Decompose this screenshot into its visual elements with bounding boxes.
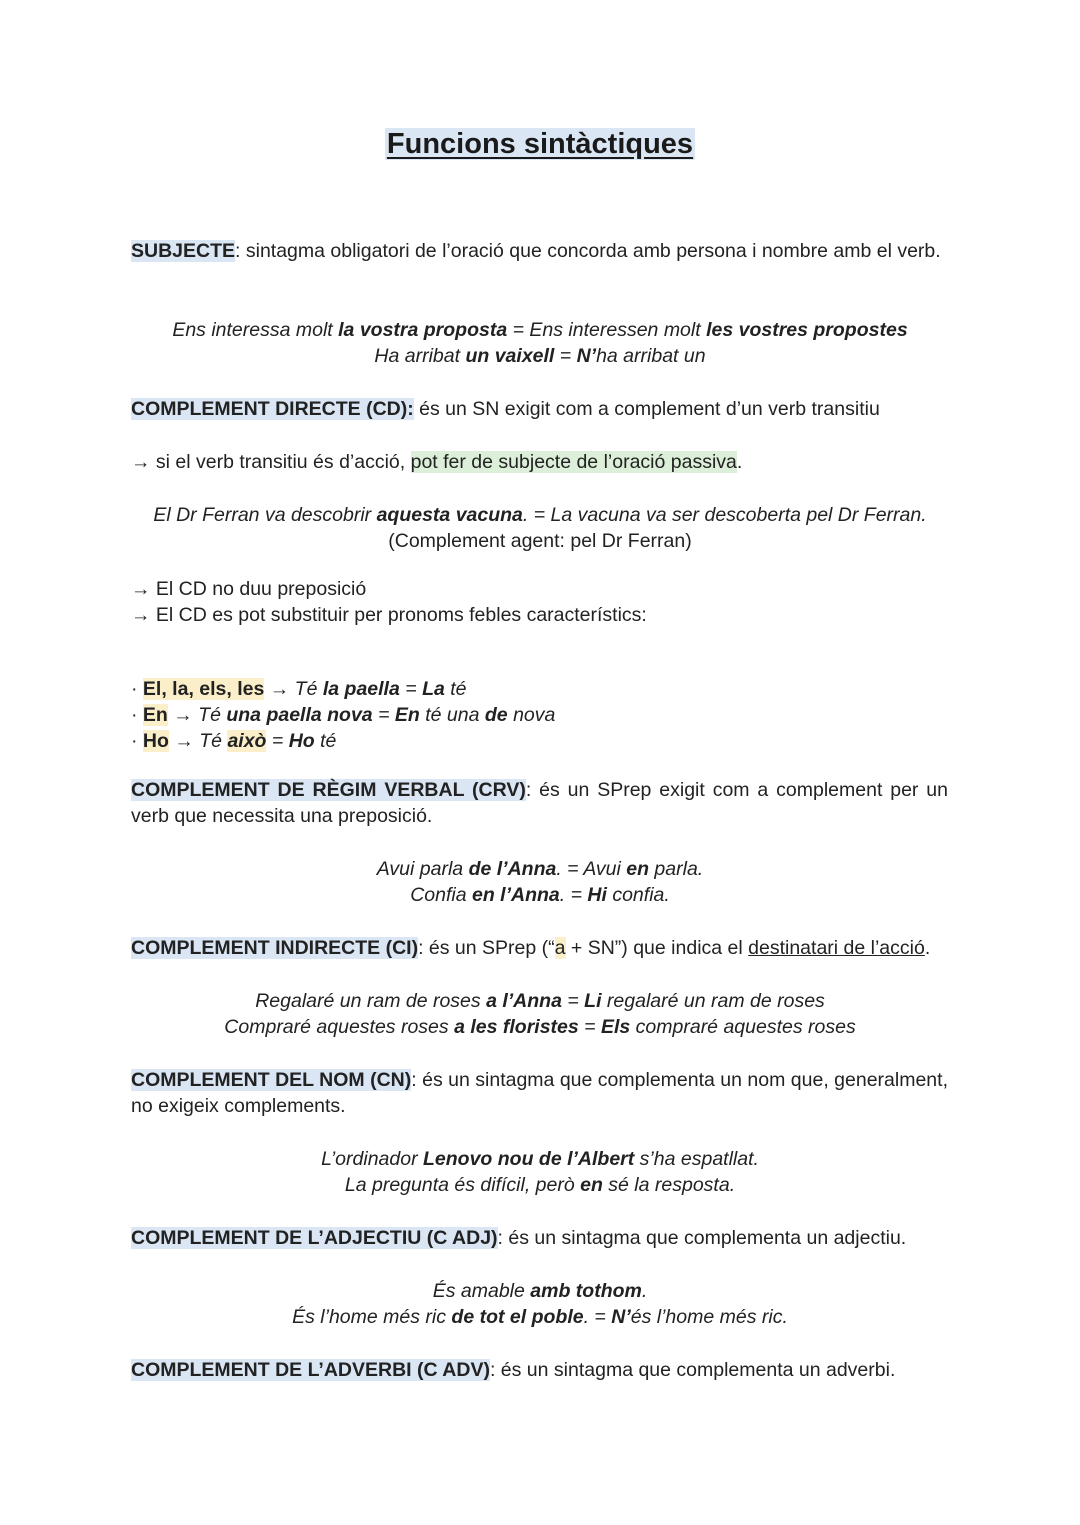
cd-example-1: El Dr Ferran va descobrir aquesta vacuna. = La vacuna va ser descoberta pel Dr Ferran. [153,504,927,526]
cd-bullet-el-la: · El, la, els, les → Té la paella = La té [131,678,467,700]
cadj-definition: COMPLEMENT DE L’ADJECTIU (C ADJ): és un sintagma que complementa un adjectiu. [131,1227,907,1249]
ci-example-2: Compraré aquestes roses a les floristes = Els compraré aquestes roses [224,1016,856,1038]
cadv-definition: COMPLEMENT DE L’ADVERBI (C ADV): és un sintagma que complementa un adverbi. [131,1359,896,1381]
cadj-example-2: És l’home més ric de tot el poble. = N’és l’home més ric. [292,1306,788,1328]
subjecte-label: SUBJECTE [131,240,236,262]
ci-example-1: Regalaré un ram de roses a l’Anna = Li regalaré un ram de roses [255,990,825,1012]
cn-example-1: L’ordinador Lenovo nou de l’Albert s’ha espatllat. [321,1148,759,1170]
ci-definition: COMPLEMENT INDIRECTE (CI): és un SPrep (“a + SN”) que indica el destinatari de l’acció. [131,937,931,959]
subjecte-example-2: Ha arribat un vaixell = N’ha arribat un [374,345,706,367]
cd-note-preposition: → El CD no duu preposició [131,578,367,600]
cadv-label: COMPLEMENT DE L’ADVERBI (C ADV) [131,1359,490,1381]
crv-example-2: Confia en l’Anna. = Hi confia. [410,884,670,906]
cn-label: COMPLEMENT DEL NOM (CN) [131,1069,412,1091]
cadj-label: COMPLEMENT DE L’ADJECTIU (C ADJ) [131,1227,498,1249]
cd-bullet-en: · En → Té una paella nova = En té una de nova [131,704,556,726]
cd-definition: COMPLEMENT DIRECTE (CD): és un SN exigit com a complement d’un verb transitiu [131,398,880,420]
cd-note-pronouns: → El CD es pot substituir per pronoms febles característics: [131,604,647,626]
ci-label: COMPLEMENT INDIRECTE (CI) [131,937,419,959]
crv-definition: COMPLEMENT DE RÈGIM VERBAL (CRV): és un SPrep exigit com a complement per un verb que necessita una preposició. [131,779,949,827]
cd-example-agent: (Complement agent: pel Dr Ferran) [388,530,692,552]
cn-example-2: La pregunta és difícil, però en sé la resposta. [344,1174,736,1196]
cn-definition: COMPLEMENT DEL NOM (CN): és un sintagma que complementa un nom que, generalment, no exigeix complements. [131,1069,948,1117]
crv-example-1: Avui parla de l’Anna. = Avui en parla. [376,858,704,880]
subjecte-definition: SUBJECTE: sintagma obligatori de l’oració que concorda amb persona i nombre amb el verb. [131,240,941,262]
cd-note-passive: → si el verb transitiu és d’acció, pot fer de subjecte de l’oració passiva. [131,451,743,473]
cd-bullet-ho: · Ho → Té això = Ho té [131,730,337,752]
page-title: Funcions sintàctiques [386,128,694,160]
subjecte-example-1: Ens interessa molt la vostra proposta = Ens interessen molt les vostres propostes [172,319,908,341]
cd-label: COMPLEMENT DIRECTE (CD): [131,398,414,420]
crv-label: COMPLEMENT DE RÈGIM VERBAL (CRV) [131,779,526,801]
cadj-example-1: És amable amb tothom. [432,1280,648,1302]
